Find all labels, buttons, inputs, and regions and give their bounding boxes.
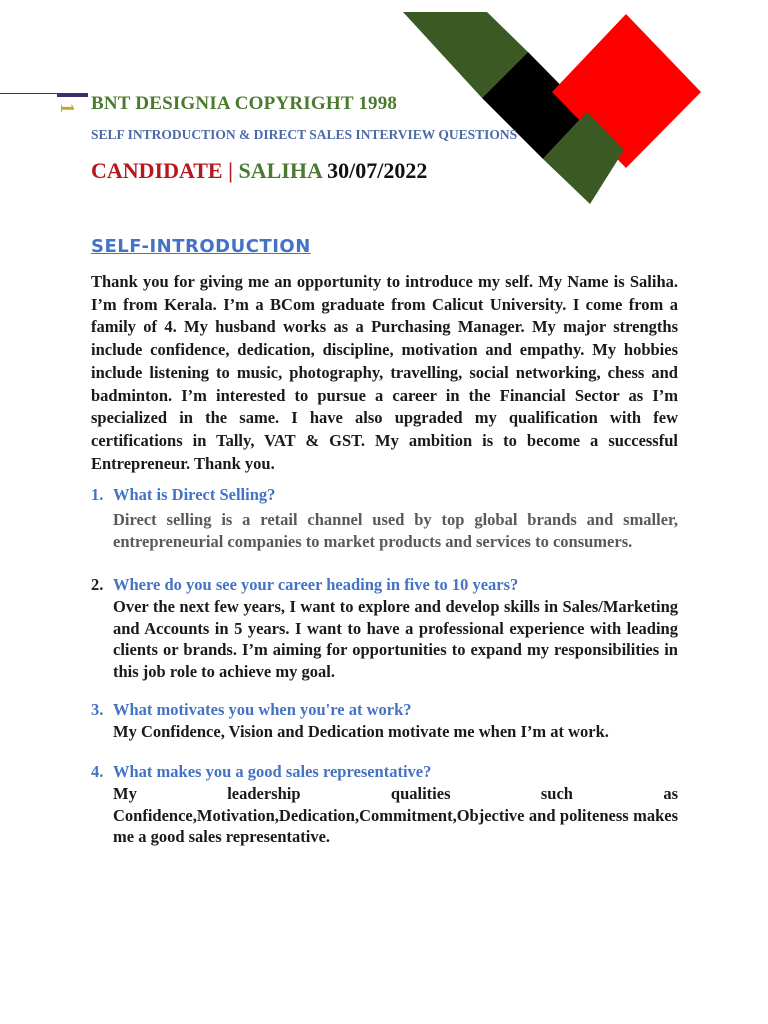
question-item [91,761,678,848]
question-text: What motivates you when you're at work? [113,700,412,719]
page-number: 1 [56,103,78,113]
header-rule [0,93,60,94]
question-text: What is Direct Selling? [113,485,276,504]
answer-text-line1: My leadership qualities such as [113,784,678,803]
question-number: 3. [91,700,104,719]
question-row [91,761,678,783]
question-number: 2. [91,575,104,594]
candidate-date: 30/07/2022 [321,158,428,183]
document-subtitle: SELF INTRODUCTION & DIRECT SALES INTERVIEW QUESTIONS [91,127,518,142]
candidate-line [91,158,427,184]
answer-text: Confidence,Motivation,Dedication,Commitment,Objective and politeness makes me a good sales representative. [113,805,678,846]
brand-title: BNT DESIGNIA COPYRIGHT 1998 [91,93,398,114]
answer-text: Over the next few years, I want to explore and develop skills in Sales/Marketing and Accounts in 5 years. I want to have a professional experience with leading clients or brands. I’m aiming for opportunities to expand my responsibilities in this job role to achieve my goal. [113,597,678,681]
question-item [91,699,678,743]
question-text: What makes you a good sales representative? [113,762,432,781]
candidate-separator: | [222,158,239,183]
question-row [91,574,678,596]
question-number: 4. [91,762,104,781]
question-text: Where do you see your career heading in five to 10 years? [113,575,519,594]
question-row [91,699,678,721]
candidate-name: SALIHA [238,158,322,183]
question-item [91,574,678,682]
brand-logo [400,10,705,210]
question-number: 1. [91,485,104,504]
answer-text: Direct selling is a retail channel used by top global brands and smaller, entrepreneurial companies to market products and services to consumers. [113,510,678,551]
section-heading: SELF-INTRODUCTION [91,236,311,257]
question-item [91,484,678,552]
question-row [91,484,678,506]
intro-paragraph: Thank you for giving me an opportunity to introduce my self. My Name is Saliha. I’m from Kerala. I’m a BCom graduate from Calicut University. I come from a family of 4. My husband works as a Purchasing Manager. My major strengths include confidence, dedication, discipline, motivation and empathy. My hobbies include listening to music, photography, travelling, social networking, chess and badminton. I’m interested to pursue a career in the Financial Sector as I’m specialized in the same. I have also upgraded my qualification with few certifications in Tally, VAT & GST. My ambition is to become a successful Entrepreneur. Thank you. [91,272,678,473]
answer-text: My Confidence, Vision and Dedication motivate me when I’m at work. [113,722,609,741]
candidate-label: CANDIDATE [91,158,223,183]
